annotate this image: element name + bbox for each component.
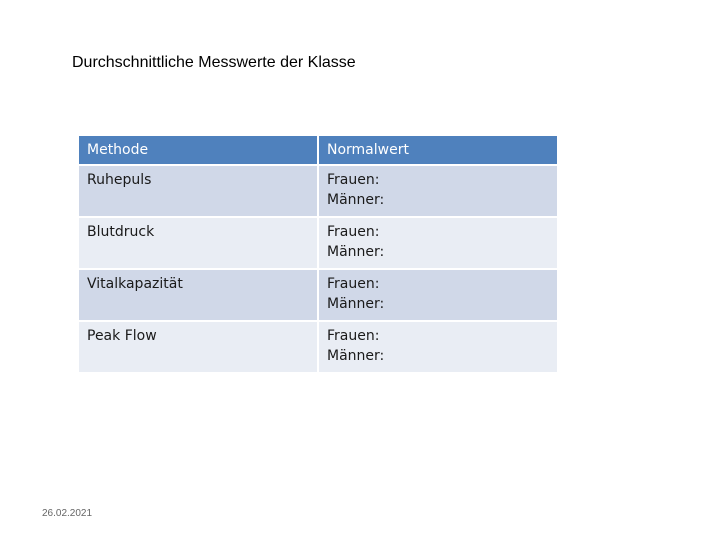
normal-value-cell <box>319 166 557 216</box>
measurements-table <box>77 134 559 374</box>
women-label: Frauen: <box>327 224 380 240</box>
normal-value-cell <box>319 270 557 320</box>
table-header-row <box>79 136 557 164</box>
men-label: Männer: <box>327 296 385 312</box>
normal-value-cell <box>319 322 557 372</box>
table-row <box>79 270 557 320</box>
women-label: Frauen: <box>327 276 380 292</box>
men-label: Männer: <box>327 192 385 208</box>
method-cell: Vitalkapazität <box>79 270 317 320</box>
slide-date: 26.02.2021 <box>42 508 93 519</box>
men-label: Männer: <box>327 244 385 260</box>
method-cell: Blutdruck <box>79 218 317 268</box>
men-label: Männer: <box>327 348 385 364</box>
column-header-normal-value: Normalwert <box>319 136 557 164</box>
method-cell: Peak Flow <box>79 322 317 372</box>
table-row <box>79 166 557 216</box>
women-label: Frauen: <box>327 172 380 188</box>
method-cell: Ruhepuls <box>79 166 317 216</box>
normal-value-cell <box>319 218 557 268</box>
women-label: Frauen: <box>327 328 380 344</box>
slide-title: Durchschnittliche Messwerte der Klasse <box>72 54 356 71</box>
column-header-method: Methode <box>79 136 317 164</box>
table-row <box>79 322 557 372</box>
table-row <box>79 218 557 268</box>
